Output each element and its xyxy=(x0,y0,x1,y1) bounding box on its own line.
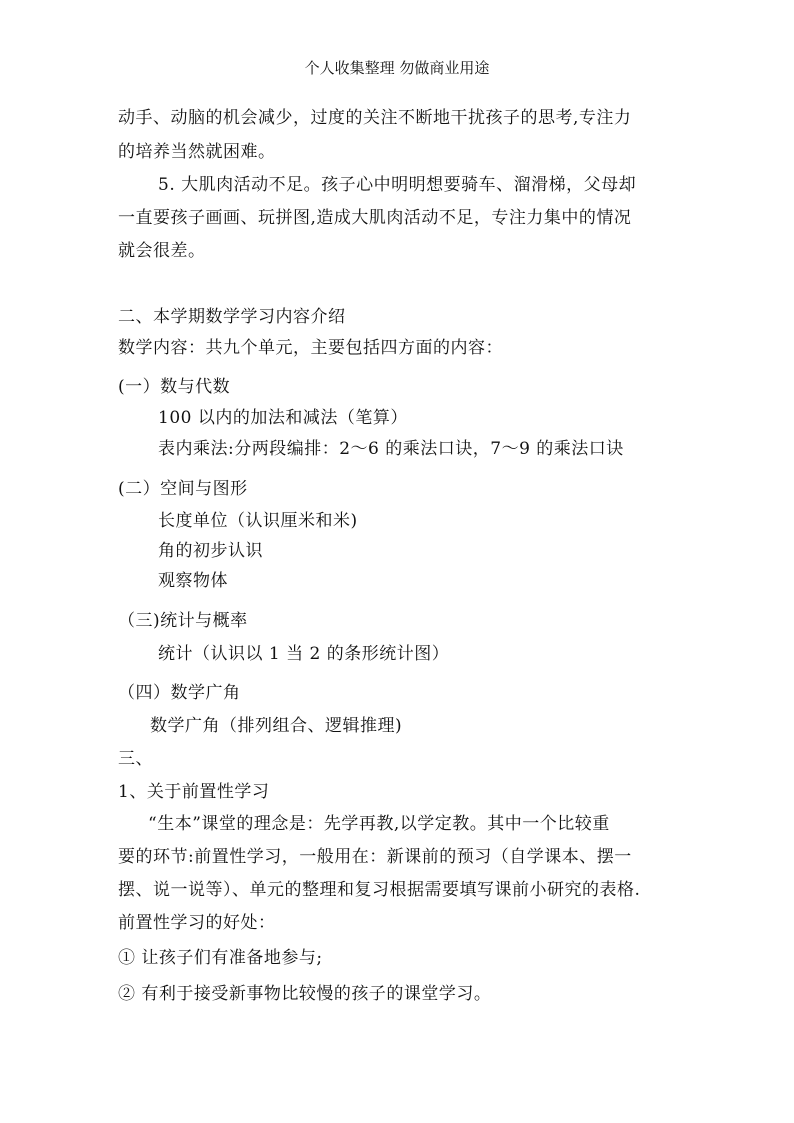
paragraph-line: 就会很差。 xyxy=(118,241,206,261)
paragraph-line: 一直要孩子画画、玩拼图,造成大肌肉活动不足，专注力集中的情况 xyxy=(118,208,632,228)
list-item: 统计（认识以 1 当 2 的条形统计图） xyxy=(158,644,450,664)
paragraph-line: 数学内容：共九个单元，主要包括四方面的内容： xyxy=(118,338,503,358)
list-item: 角的初步认识 xyxy=(158,541,263,561)
paragraph-line: 要的环节:前置性学习，一般用在：新课前的预习（自学课本、摆一 xyxy=(118,847,632,867)
subsection-heading: 1、关于前置性学习 xyxy=(118,782,270,802)
subsection-heading: (二）空间与图形 xyxy=(118,479,248,499)
section-heading: 三、 xyxy=(118,749,153,769)
paragraph-line: 前置性学习的好处： xyxy=(118,913,276,933)
paragraph-line: 的培养当然就困难。 xyxy=(118,142,276,162)
page-header: 个人收集整理 勿做商业用途 xyxy=(304,59,490,77)
list-item: 表内乘法:分两段编排：2～6 的乘法口诀，7～9 的乘法口诀 xyxy=(158,439,624,459)
list-item: 长度单位（认识厘米和米) xyxy=(158,511,358,531)
paragraph-line: 摆、说一说等）、单元的整理和复习根据需要填写课前小研究的表格. xyxy=(118,880,641,900)
subsection-heading: （三)统计与概率 xyxy=(118,611,248,631)
subsection-heading: （四）数学广角 xyxy=(118,683,241,703)
list-item: 100 以内的加法和减法（笔算） xyxy=(158,408,408,428)
paragraph-line: “生本”课堂的理念是：先学再教,以学定教。其中一个比较重 xyxy=(148,814,610,834)
list-item: ② 有利于接受新事物比较慢的孩子的课堂学习。 xyxy=(118,984,492,1004)
list-item: 数学广角（排列组合、逻辑推理) xyxy=(150,716,403,736)
paragraph-line: 5. 大肌肉活动不足。孩子心中明明想要骑车、溜滑梯，父母却 xyxy=(158,175,637,195)
subsection-heading: (一）数与代数 xyxy=(118,377,231,397)
section-heading: 二、本学期数学学习内容介绍 xyxy=(118,307,346,327)
paragraph-line: 动手、动脑的机会减少，过度的关注不断地干扰孩子的思考,专注力 xyxy=(118,108,632,128)
list-item: 观察物体 xyxy=(158,571,228,591)
list-item: ① 让孩子们有准备地参与; xyxy=(118,948,323,968)
